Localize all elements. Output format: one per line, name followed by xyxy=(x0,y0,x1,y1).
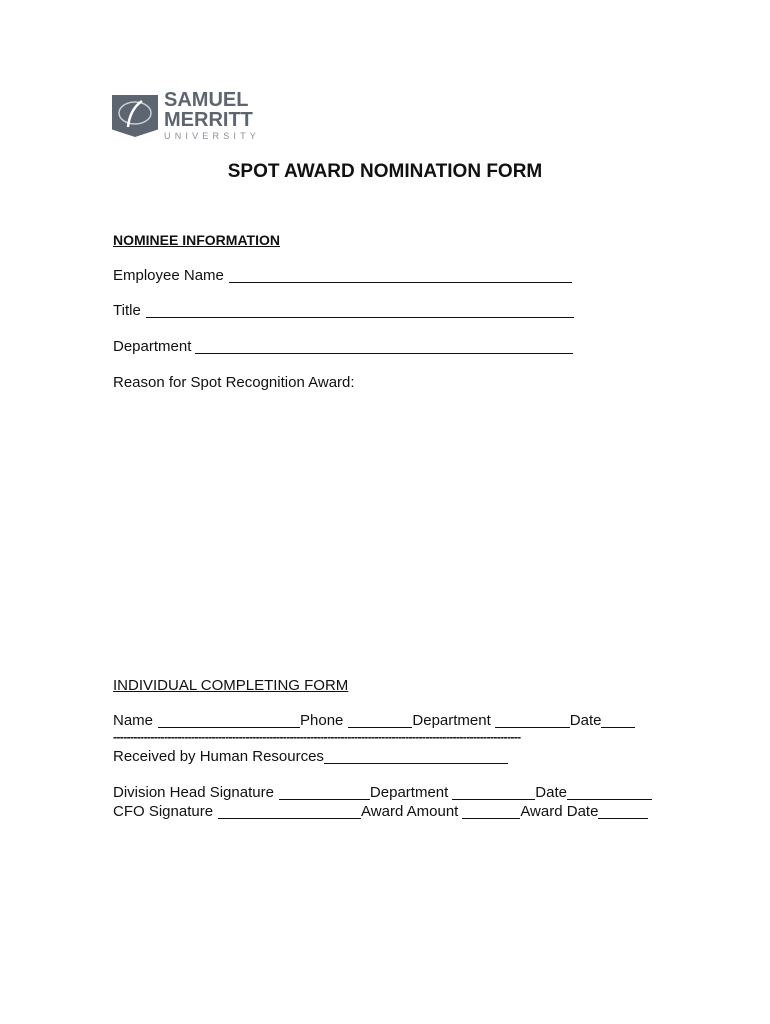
name-field[interactable] xyxy=(158,712,300,728)
completer-date-field[interactable] xyxy=(601,712,635,728)
division-head-label: Division Head Signature xyxy=(113,784,274,801)
reason-label: Reason for Spot Recognition Award: xyxy=(113,374,355,391)
cfo-signature-field[interactable] xyxy=(218,803,361,819)
completer-department-field[interactable] xyxy=(495,712,570,728)
logo-shield-icon xyxy=(112,95,158,137)
department-label: Department xyxy=(113,338,192,355)
employee-name-label: Employee Name xyxy=(113,267,224,284)
reason-field[interactable] xyxy=(113,400,658,670)
award-amount-label: Award Amount xyxy=(361,803,459,820)
employee-name-field[interactable] xyxy=(229,267,572,283)
received-field[interactable] xyxy=(324,748,508,764)
hr-date-label: Date xyxy=(535,784,567,801)
completer-department-label: Department xyxy=(412,712,491,729)
hr-department-field[interactable] xyxy=(452,784,535,800)
division-head-field[interactable] xyxy=(279,784,370,800)
department-field[interactable] xyxy=(195,338,573,354)
logo-text-line2: MERRITT xyxy=(164,109,253,131)
phone-label: Phone xyxy=(300,712,344,729)
title-field[interactable] xyxy=(146,302,574,318)
cfo-label: CFO Signature xyxy=(113,803,214,820)
division-head-row xyxy=(113,784,652,802)
cfo-row xyxy=(113,803,648,821)
logo-text-line1: SAMUEL xyxy=(164,89,249,111)
university-logo xyxy=(112,90,260,142)
award-date-field[interactable] xyxy=(598,803,648,819)
phone-field[interactable] xyxy=(348,712,412,728)
award-amount-field[interactable] xyxy=(462,803,520,819)
received-row xyxy=(113,748,508,766)
completer-row xyxy=(113,712,635,730)
completer-date-label: Date xyxy=(569,712,602,729)
received-label: Received by Human Resources xyxy=(113,748,324,765)
completer-heading: INDIVIDUAL COMPLETING FORM xyxy=(113,677,349,694)
logo-text-line3: UNIVERSITY xyxy=(164,131,261,141)
name-label: Name xyxy=(113,712,154,729)
employee-name-row xyxy=(113,267,572,285)
department-row xyxy=(113,338,573,356)
title-row xyxy=(113,302,574,320)
hr-date-field[interactable] xyxy=(567,784,652,800)
form-title: SPOT AWARD NOMINATION FORM xyxy=(227,161,543,182)
nominee-heading: NOMINEE INFORMATION xyxy=(113,232,280,248)
award-date-label: Award Date xyxy=(520,803,599,820)
separator-line: ------------------------------------------------------------------------------------------------------------------------ xyxy=(113,731,521,743)
hr-department-label: Department xyxy=(369,784,449,801)
title-label: Title xyxy=(113,302,141,319)
